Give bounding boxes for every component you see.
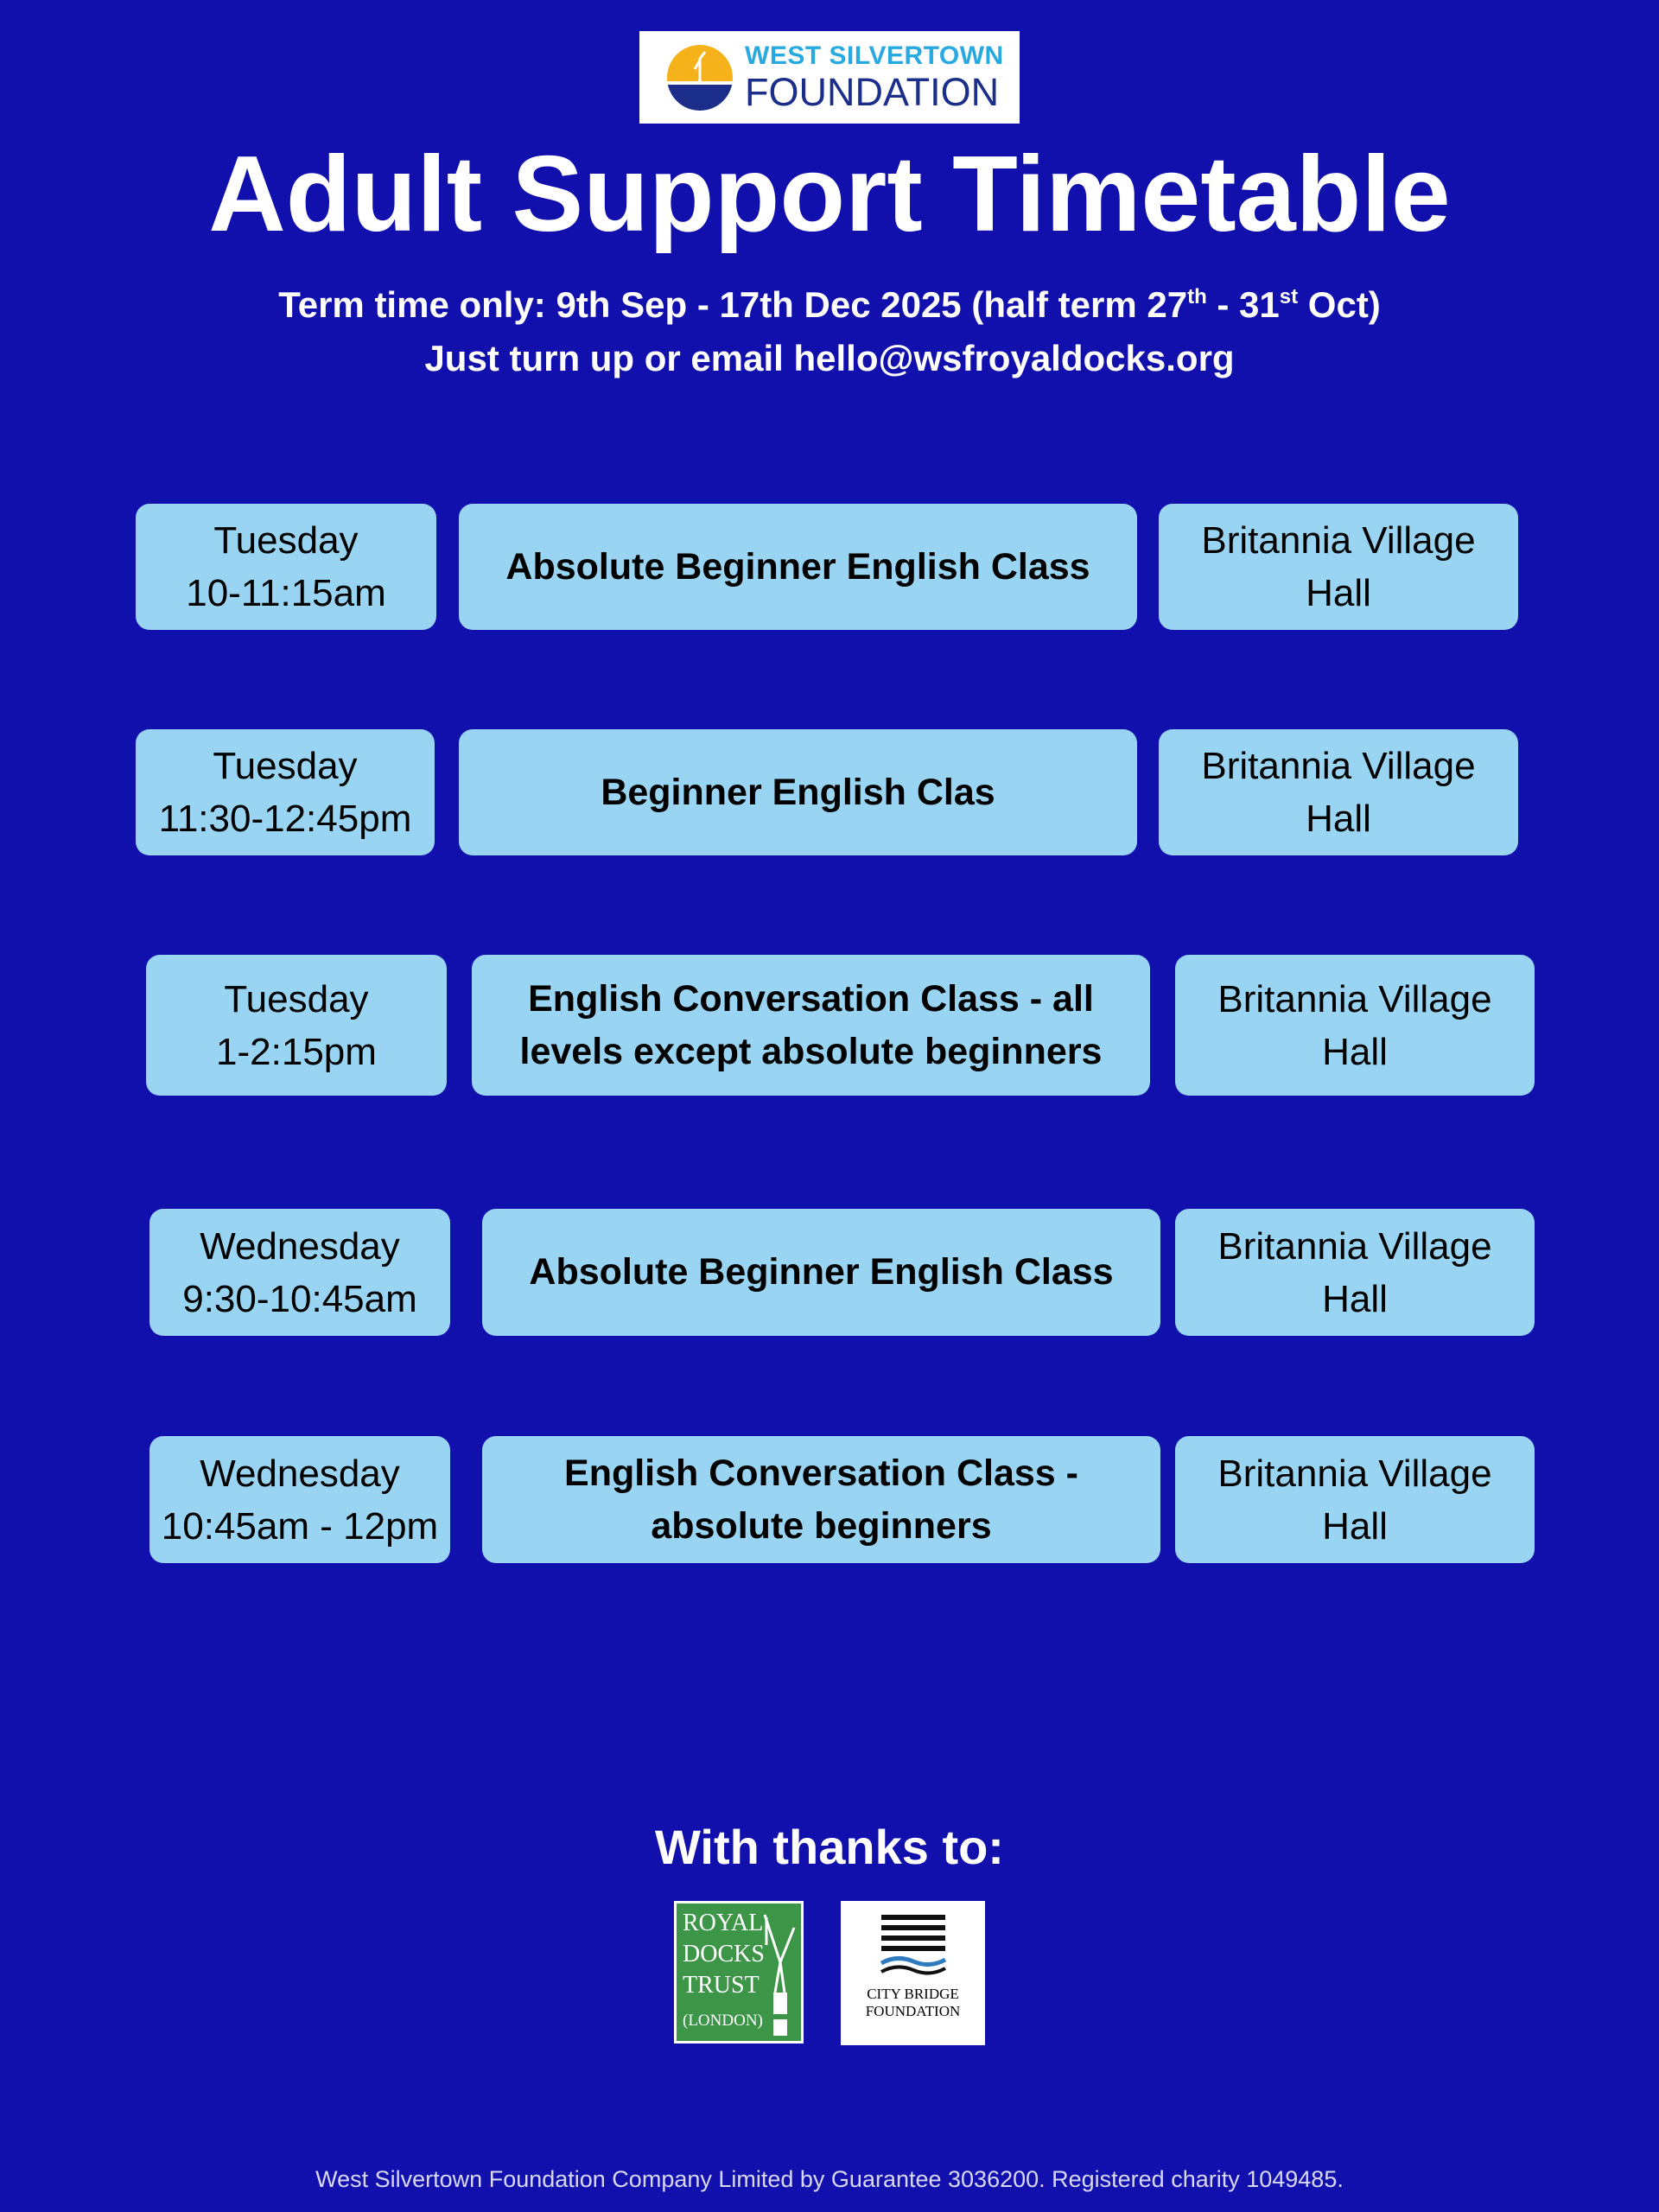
term-dates: Term time only: 9th Sep - 17th Dec 2025 (half term 27th - 31st Oct): [278, 284, 1381, 325]
session-day-time: Tuesday 1-2:15pm: [146, 955, 447, 1096]
session-venue: Britannia Village Hall: [1175, 1209, 1535, 1336]
session-venue: Britannia Village Hall: [1159, 504, 1518, 630]
rdt-text-docks: DOCKS: [683, 1941, 765, 1967]
session-class: Beginner English Clas: [459, 729, 1137, 855]
session-class: English Conversation Class - absolute beginners: [482, 1436, 1160, 1563]
session-venue: Britannia Village Hall: [1175, 1436, 1535, 1563]
session-venue: Britannia Village Hall: [1159, 729, 1518, 855]
sun-sea-crane-icon: [665, 43, 734, 112]
cbf-text: CITY BRIDGE FOUNDATION: [865, 1986, 961, 2019]
rdt-text-london: (LONDON): [683, 2012, 763, 2030]
bridge-stripes-icon: [880, 1913, 947, 1982]
session-venue: Britannia Village Hall: [1175, 955, 1535, 1096]
footer-legal-text: West Silvertown Foundation Company Limited by Guarantee 3036200. Registered charity 1049485.: [315, 2166, 1344, 2192]
session-day-time: Wednesday 10:45am - 12pm: [149, 1436, 450, 1563]
royal-docks-trust-logo: [674, 1901, 804, 2044]
west-silvertown-foundation-logo: [639, 31, 1020, 124]
session-class: Absolute Beginner English Class: [459, 504, 1137, 630]
session-day-time: Tuesday 11:30-12:45pm: [136, 729, 435, 855]
subtitle: [0, 278, 1659, 385]
contact-line: Just turn up or email hello@wsfroyaldocks.org: [424, 338, 1235, 378]
session-day-time: Tuesday 10-11:15am: [136, 504, 436, 630]
session-class: Absolute Beginner English Class: [482, 1209, 1160, 1336]
thanks-heading: With thanks to:: [655, 1820, 1004, 1874]
logo-text-bottom: FOUNDATION: [745, 70, 1000, 114]
rdt-text-royal: ROYAL: [683, 1910, 764, 1936]
session-day-time: Wednesday 9:30-10:45am: [149, 1209, 450, 1336]
logo-text-top: WEST SILVERTOWN: [745, 41, 1004, 70]
city-bridge-foundation-logo: [841, 1901, 985, 2045]
page-title: Adult Support Timetable: [208, 135, 1451, 254]
session-class: English Conversation Class - all levels except absolute beginners: [472, 955, 1150, 1096]
rdt-text-trust: TRUST: [683, 1972, 760, 1999]
